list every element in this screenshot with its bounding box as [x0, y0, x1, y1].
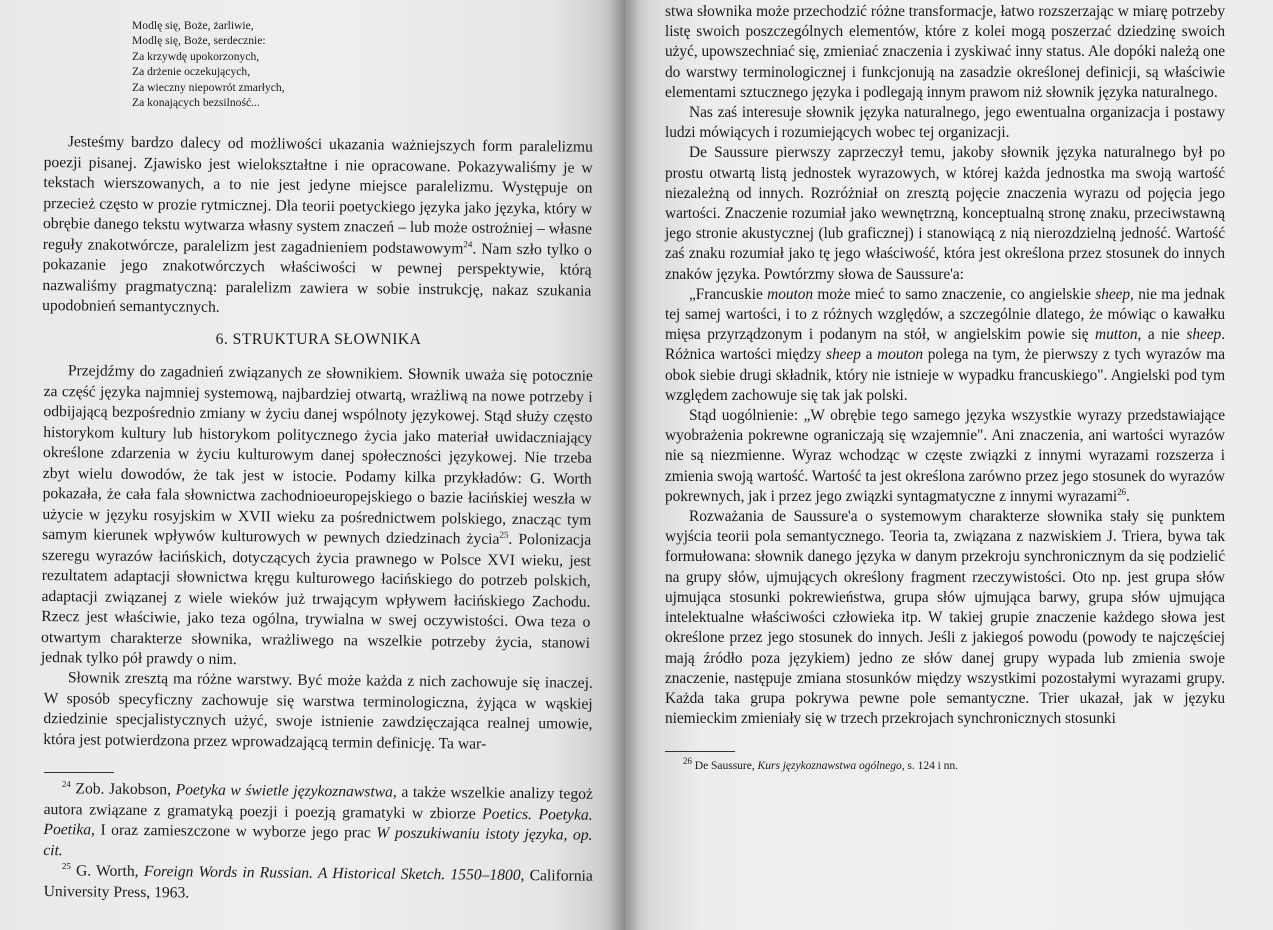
paragraph-natural-language: Nas zaś interesuje słownik języka naturalnego, jego ewentualna organizacja i postawy ludzi mówiących i rozumiejących wobec tej organizacji. — [665, 104, 1225, 142]
poem-line: Za wieczny niepowrót zmarłych, — [132, 80, 285, 94]
poem-line: Za konających bezsilność... — [132, 96, 260, 110]
poem-line: Modlę się, Boże, serdecznie: — [132, 34, 266, 48]
section-heading: 6. STRUKTURA SŁOWNIKA — [215, 330, 422, 348]
footnote-25: $^{25}$ G. Worth, Foreign Words in Russian. A Historical Sketch. 1550–1800, California University Press, 1963. — [43, 861, 593, 902]
paragraph-dictionary-intro: Przejdźmy do zagadnień związanych ze słownikiem. Słownik uważa się potocznie za część języka najmniej systemową, najbardziej otwartą, wrażliwą na nowe potrzeby i odbijającą bezpośrednio zmiany w życiu danej wspólnoty językowej. Stąd służy często historykom kultury lub historykom politycznego życia jako materiał uwidaczniający określone zdarzenia w życiu kulturowym danej społeczności językowej. Nie trzeba zbyt wielu dowodów, że tak jest w istocie. Podamy kilka przykładów: G. Worth pokazała, że cała fala słownictwa zachodnioeuropejskiego o bazie łacińskiej weszła w użycie w języku rosyjskim w XVII wieku za pośrednictwem polskiego, znacząc tym samym kierunek wpływów kulturowych w pewnych dziedzinach życia$^{25}$. Polonizacja szeregu wyrazów łacińskich, dotyczących życia prawnego w Polsce XVI wieku, jest rezultatem adaptacji słownictwa kręgu kulturowego łacińskiego do potrzeb polskich, adaptacji związanej z wiele wieków już trwającym wpływem łacińskiego Zachodu. Rzecz jest właściwie, jako teza ogólna, trywialna w swej oczywistości. Owa teza o otwartym charakterze słownika, wrażliwego na wszelkie potrzeby życia, stanowi jednak tylko pół prawdy o nim. — [40, 362, 593, 668]
poem-line: Modlę się, Boże, żarliwie, — [132, 19, 254, 32]
poem-line: Za drżenie oczekujących, — [132, 65, 251, 79]
footnote-ref: 25 — [499, 529, 509, 540]
right-page — [625, 0, 1273, 930]
left-page — [0, 0, 625, 930]
paragraph-semantic-field: Rozważania de Saussure'a o systemowym charakterze słownika stały się punktem wyjścia teorii pola semantycznego. Teoria ta, związana z nazwiskiem J. Triera, bywa tak formułowana: słownik danego języka w danym przekroju synchronicznym da się podzielić na grupy słów, ujmujących określony fragment rzeczywistości. Oto np. jest grupa słów ujmująca stosunki pokrewieństwa, grupa słów ujmująca barwy, grupa słów ujmująca intelektualne właściwości człowieka itp. W takiej grupie znaczenie każdego słowa jest określone przez jego stosunek do innych. Jeśli z jakiegoś powodu (powody te najczęściej mają źródło poza językiem) jedno ze słów danej grupy wypada lub zmienia swoje znaczenie, następuje zmiana stosunków między wszystkimi pozostałymi wyrazami grupy. Każda taka grupa pokrywa pewne pole semantyczne. Trier ukazał, jak w języku niemieckim zmieniały się w trzech przekrojach synchronicznych stosunki — [665, 508, 1225, 728]
footnote-26: $^{26}$ De Saussure, Kurs językoznawstwa ogólnego, s. 124 i nn. — [683, 756, 959, 773]
paragraph-generalization: Stąd uogólnienie: „W obrębie tego samego języka wszystkie wyrazy przedstawiające wyobrażenia pokrewne ograniczają się wzajemnie". Ani znaczenia, ani wartości wyrazów nie są niezmienne. Wyraz wchodząc w częste związki z innymi wyrazami rozszerza i zmienia swoją wartość. Wartość ta jest określona zarówno przez jego stosunek do wyrazów pokrewnych, jak i przez jego związki syntagmatyczne z innymi wyrazami$^{26}$. — [665, 407, 1225, 505]
paragraph-parallelism: Jesteśmy bardzo dalecy od możliwości ukazania ważniejszych form paralelizmu poezji pisanej. Zjawisko jest wielokształtne i nie opracowane. Pokazywaliśmy je w tekstach wierszowanych, a to nie jest jedyne miejsce paralelizmu. Występuje on przecież często w prozie rytmicznej. Dla teorii poetyckiego języka jako języka, który w obrębie danego tekstu wytwarza własny system znaczeń – lub może ostrożniej – własne reguły znakotwórcze, paralelizm jest zagadnieniem podstawowym$^{24}$. Nam szło tylko o pokazanie jego znakotwórczych właściwości w pewnej perspektywie, którą nazwaliśmy pragmatyczną: paralelizm zawiera w sobie instrukcję, nakaz szukania upodobnień semantycznych. — [42, 133, 593, 317]
paragraph-terminology: stwa słownika może przechodzić różne transformacje, łatwo rozszerzając w miarę potrzeby listę swoich poszczególnych elementów, które z kolei mogą poszerzać dziedzinę swoich użyć, upowszechniać się, zmieniać znaczenia i zyskiwać inny status. Ale dopóki należą one do warstwy terminologicznej i funkcjonują na zasadzie określonej definicji, są właściwie elementami sztucznego języka i podlegają innym prawom niż słownik języka naturalnego. — [665, 3, 1225, 101]
paragraph-dictionary-layers: Słownik zresztą ma różne warstwy. Być może każda z nich zachowuje się inaczej. W sposób specyficzny zachowuje się warstwa terminologiczna, żyjąca w wąskiej dziedzinie specjalistycznych użyć, swoje istnienie zawdzięczająca realnej umowie, która jest potwierdzona przez wprowadzającą termin definicję. Ta war- — [43, 669, 593, 753]
footnote-rule — [44, 772, 114, 773]
paragraph-saussure: De Saussure pierwszy zaprzeczył temu, jakoby słownik języka naturalnego był po prostu otwartą listą jednostek wyrazowych, w której każda jednostka ma swoją wartość niezależną od innych. Rozróżniał on zresztą pojęcie znaczenia wyrazu od pojęcia jego wartości. Znaczenie rozumiał jako wewnętrzną, konceptualną stronę znaku, przeciwstawną jego stronie akustycznej (lub graficznej) i stanowiącą z nią nierozdzielną jedność. Wartość zaś znaku rozumiał jako tę jego właściwość, która jest określona przez stosunek do innych znaków języka. Powtórzmy słowa de Saussure'a: — [665, 144, 1225, 283]
footnote-ref: 26 — [1117, 486, 1127, 497]
footnote-24: $^{24}$ Zob. Jakobson, Poetyka w świetle językoznawstwa, a także wszelkie analizy tegoż autora związane z gramatyką poezji i poezją gramatyki w zbiorze Poetics. Poetyka. Poetika, I oraz zamieszczone w wyborze jego prac W poszukiwaniu istoty języka, op. cit. — [43, 779, 593, 860]
footnote-rule — [665, 751, 735, 752]
footnote-ref: 24 — [463, 239, 473, 250]
paragraph-quote: „Francuskie mouton może mieć to samo znaczenie, co angielskie sheep, nie ma jednak tej samej wartości, i to z różnych względów, a szczególnie dlatego, że mówiąc o kawałku mięsa przyrządzonym i podanym na stół, w angielskim powie się mutton, a nie sheep. Różnica wartości między sheep a mouton polega na tym, że pierwszy z tych wyrazów ma obok siebie drugi składnik, który nie istnieje w wypadku francuskiego". Angielski pod tym względem zachowuje się tak jak polski. — [665, 285, 1226, 404]
book-gutter-shadow — [610, 0, 640, 930]
poem — [132, 18, 593, 110]
poem-line: Za krzywdę upokorzonych, — [132, 49, 260, 63]
